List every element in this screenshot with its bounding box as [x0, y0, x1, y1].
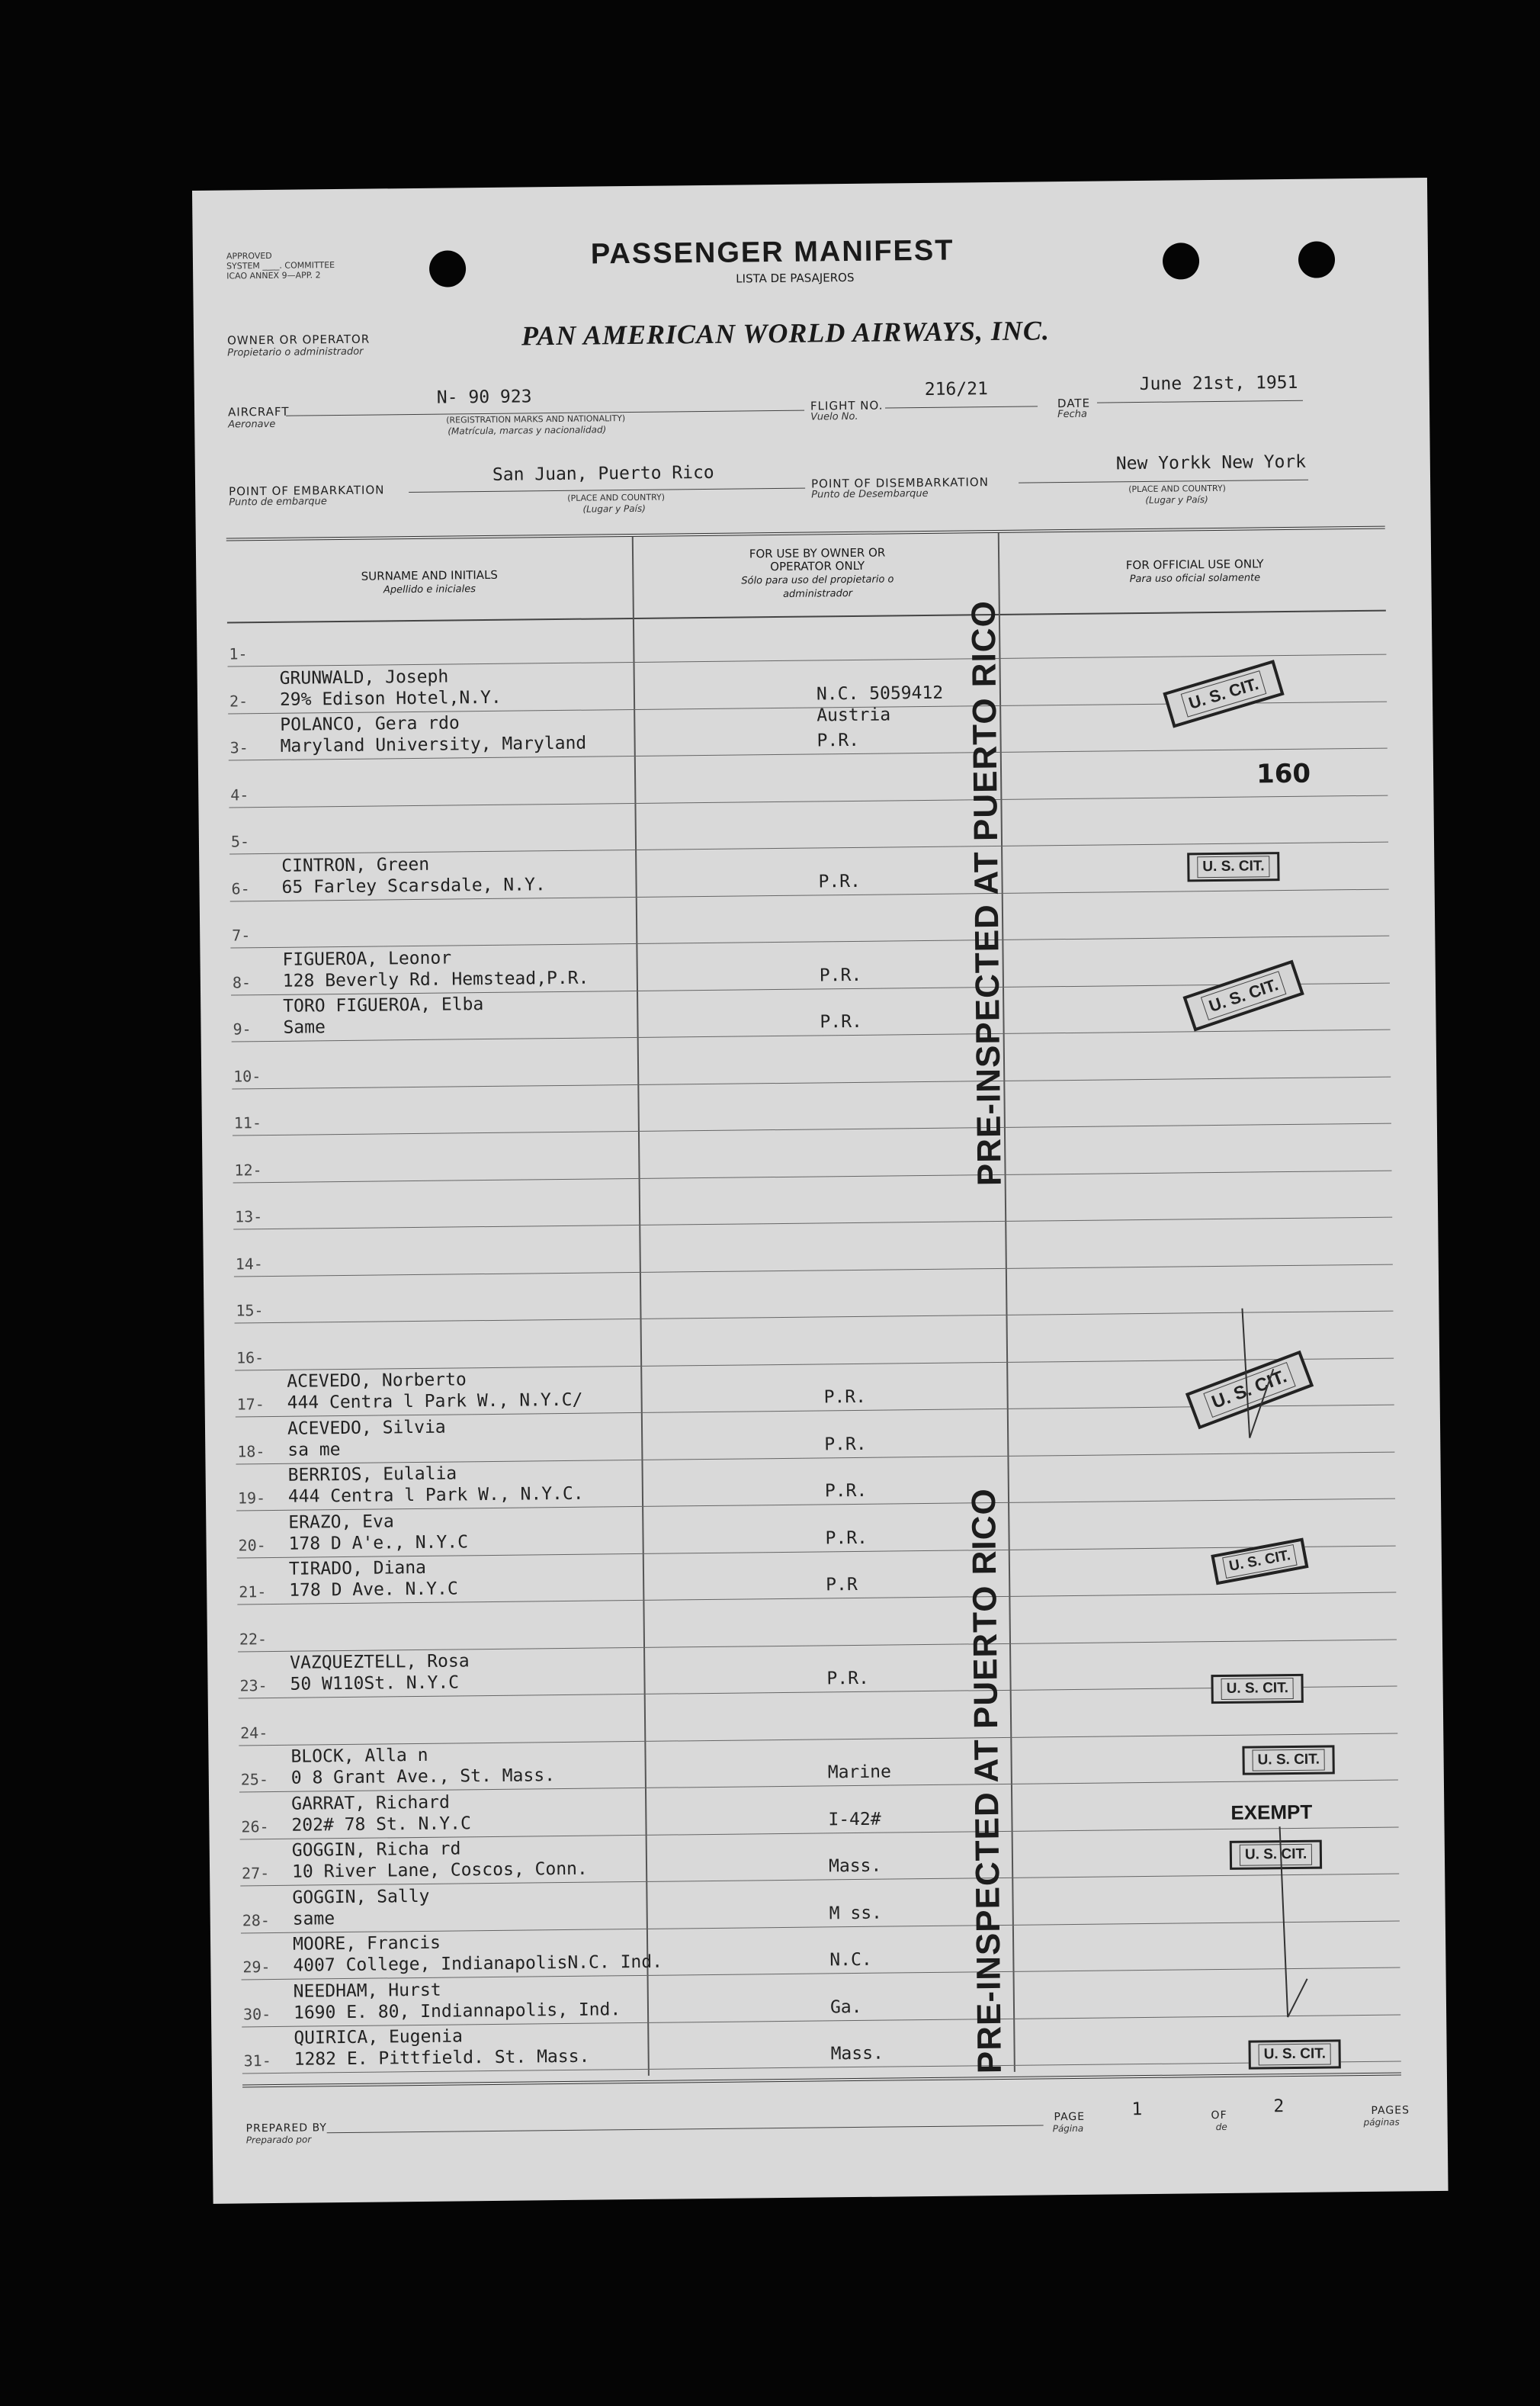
passenger-origin: Marine — [827, 1762, 891, 1783]
passenger-address: Same — [283, 1017, 326, 1038]
passenger-origin: M ss. — [829, 1903, 883, 1923]
passenger-address: 444 Centra l Park W., N.Y.C/ — [287, 1389, 583, 1413]
row-number: 13- — [234, 1207, 263, 1226]
passenger-address: 178 D A'e., N.Y.C — [288, 1531, 469, 1554]
aircraft-value: N- 90 923 — [436, 387, 532, 408]
passenger-name: BLOCK, Alla n — [290, 1745, 428, 1767]
passenger-origin: P.R. — [826, 1668, 870, 1689]
date-value: June 21st, 1951 — [1139, 372, 1298, 394]
us-cit-stamp: U. S. CIT. — [1182, 960, 1304, 1032]
passenger-name: QUIRICA, Eugenia — [294, 2026, 464, 2048]
row-number: 26- — [241, 1817, 269, 1836]
passenger-origin: Mass. — [828, 1855, 882, 1877]
row-number: 8- — [232, 972, 252, 992]
row-number: 12- — [234, 1160, 262, 1179]
page-label: PAGE — [1054, 2110, 1086, 2124]
passenger-address: same — [292, 1908, 335, 1929]
passenger-origin: Mass. — [830, 2043, 884, 2064]
row-number: 9- — [233, 1020, 252, 1039]
embark-place-caption: (PLACE AND COUNTRY) — [567, 492, 666, 503]
passenger-address: 65 Farley Scarsdale, N.Y. — [281, 874, 546, 898]
passenger-name: TIRADO, Diana — [288, 1557, 427, 1579]
row-number: 16- — [236, 1348, 265, 1367]
pages-label-es: páginas — [1363, 2116, 1400, 2128]
passenger-address: 202# 78 St. N.Y.C — [291, 1813, 471, 1836]
passenger-name: NEEDHAM, Hurst — [293, 1980, 441, 2002]
row-number: 7- — [232, 926, 251, 945]
passenger-origin: Ga. — [829, 1996, 862, 2017]
preinspected-stamp: PRE-INSPECTED AT PUERTO RICO — [964, 599, 1009, 1187]
row-number: 19- — [237, 1489, 266, 1508]
row-number: 6- — [231, 879, 250, 898]
row-number: 17- — [236, 1395, 265, 1414]
passenger-address: 128 Beverly Rd. Hemstead,P.R. — [282, 968, 589, 991]
passenger-name: GOGGIN, Richa rd — [291, 1839, 461, 1861]
row-number: 22- — [239, 1629, 268, 1648]
owner-column-header: FOR USE BY OWNER OR OPERATOR ONLY Sólo para uso del propietario o administrador — [741, 545, 894, 600]
us-cit-stamp: U. S. CIT. — [1163, 660, 1284, 728]
us-cit-stamp: U. S. CIT. — [1242, 1745, 1335, 1775]
passenger-address: 1282 E. Pittfield. St. Mass. — [294, 2046, 590, 2070]
row-rule — [230, 936, 1389, 949]
passenger-origin: N.C. 5059412 — [816, 683, 944, 704]
disembark-place-caption: (PLACE AND COUNTRY) — [1128, 483, 1227, 495]
disembark-label-es: Punto de Desembarque — [811, 487, 929, 501]
passenger-name: POLANCO, Gera rdo — [280, 713, 460, 735]
row-number: 21- — [239, 1582, 267, 1601]
flight-value: 216/21 — [924, 379, 989, 400]
row-number: 15- — [236, 1301, 264, 1320]
us-cit-stamp: U. S. CIT. — [1211, 1537, 1309, 1585]
owner-label: OWNER OR OPERATOR — [226, 332, 371, 348]
approval-note: APPROVED SYSTEM ____. COMMITTEE ICAO ANNEX 9—APP. 2 — [226, 250, 335, 281]
us-cit-stamp: U. S. CIT. — [1185, 1351, 1314, 1429]
passenger-origin: P.R. — [824, 1434, 867, 1454]
passenger-name: TORO FIGUEROA, Elba — [283, 994, 484, 1017]
passenger-name: VAZQUEZTELL, Rosa — [290, 1651, 470, 1673]
passenger-name: ACEVEDO, Norberto — [287, 1370, 467, 1392]
registration-caption: (REGISTRATION MARKS AND NATIONALITY) — [446, 413, 626, 426]
row-number: 1- — [229, 644, 248, 663]
us-cit-stamp: U. S. CIT. — [1211, 1674, 1304, 1704]
flight-label: FLIGHT NO. — [810, 398, 884, 413]
passenger-name: CINTRON, Green — [281, 854, 430, 876]
embark-label-es: Punto de embarque — [229, 496, 327, 509]
row-number: 2- — [229, 691, 249, 711]
passenger-name: MOORE, Francis — [292, 1932, 441, 1955]
passenger-address: 178 D Ave. N.Y.C — [289, 1579, 458, 1601]
passenger-address: 0 8 Grant Ave., St. Mass. — [290, 1765, 556, 1788]
prepared-label-es: Preparado por — [245, 2134, 312, 2146]
page-title: PASSENGER MANIFEST — [590, 234, 954, 271]
punch-hole — [1298, 241, 1336, 278]
passenger-name: GOGGIN, Sally — [292, 1886, 430, 1908]
us-cit-stamp: U. S. CIT. — [1230, 1840, 1323, 1870]
row-rule — [234, 1264, 1393, 1277]
date-label: DATE — [1057, 396, 1091, 411]
embark-value: San Juan, Puerto Rico — [492, 462, 714, 485]
punch-hole — [1163, 243, 1200, 280]
disembark-place-caption-es: (Lugar y País) — [1145, 494, 1208, 506]
page-label-es: Página — [1052, 2122, 1084, 2135]
passenger-name: FIGUEROA, Leonor — [282, 947, 452, 970]
row-rule — [233, 1170, 1392, 1183]
aircraft-label: AIRCRAFT — [227, 404, 290, 419]
exempt-stamp: EXEMPT — [1230, 1800, 1313, 1824]
passenger-origin: I-42# — [828, 1809, 881, 1829]
row-number: 5- — [230, 832, 250, 851]
page-value: 1 — [1131, 2099, 1143, 2120]
prepared-label: PREPARED BY — [245, 2122, 328, 2135]
passenger-address: 50 W110St. N.Y.C — [290, 1672, 460, 1694]
owner-label-es: Propietario o administrador — [227, 345, 364, 359]
row-number: 11- — [233, 1113, 262, 1132]
passenger-name: ERAZO, Eva — [288, 1511, 394, 1533]
passenger-address: 29% Edison Hotel,N.Y. — [279, 687, 502, 710]
of-value: 2 — [1273, 2096, 1285, 2117]
row-number: 28- — [242, 1910, 271, 1929]
passenger-origin: P.R. — [819, 965, 862, 985]
passenger-address: sa me — [287, 1439, 341, 1460]
of-label-es: de — [1215, 2121, 1227, 2133]
passenger-name: GARRAT, Richard — [291, 1792, 451, 1814]
row-rule — [233, 1123, 1391, 1136]
row-number: 24- — [240, 1723, 268, 1742]
passenger-name: ACEVEDO, Silvia — [287, 1417, 446, 1439]
embark-place-caption-es: (Lugar y País) — [582, 503, 646, 515]
row-rule — [228, 654, 1387, 667]
passenger-origin: P.R. — [817, 730, 860, 751]
row-number: 29- — [242, 1958, 271, 1977]
passenger-origin: P.R. — [823, 1386, 867, 1408]
aircraft-label-es: Aeronave — [228, 418, 276, 431]
column-divider — [632, 537, 650, 2076]
date-label-es: Fecha — [1057, 408, 1088, 421]
of-label: OF — [1211, 2109, 1227, 2122]
registration-caption-es: (Matrícula, marcas y nacionalidad) — [448, 424, 607, 437]
passenger-address: 4007 College, IndianapolisN.C. Ind. — [293, 1951, 663, 1976]
row-number: 30- — [242, 2004, 271, 2023]
passenger-origin: P.R. — [818, 871, 861, 891]
flight-label-es: Vuelo No. — [810, 410, 858, 423]
row-number: 20- — [238, 1535, 266, 1554]
row-number: 3- — [229, 738, 249, 757]
passenger-name: BERRIOS, Eulalia — [287, 1463, 457, 1486]
passenger-address: Maryland University, Maryland — [280, 733, 587, 756]
passenger-origin: P.R — [826, 1574, 858, 1595]
passenger-address: 1690 E. 80, Indiannapolis, Ind. — [293, 1999, 621, 2023]
row-number: 25- — [240, 1770, 269, 1789]
row-number: 27- — [241, 1864, 270, 1883]
row-number: 10- — [233, 1066, 261, 1085]
passenger-name: GRUNWALD, Joseph — [279, 667, 449, 689]
row-rule — [233, 1217, 1392, 1230]
page-subtitle: LISTA DE PASAJEROS — [736, 270, 855, 286]
official-column-header: FOR OFFICIAL USE ONLY Para uso oficial solamente — [1125, 557, 1264, 586]
owner-value: PAN AMERICAN WORLD AIRWAYS, INC. — [521, 315, 1051, 352]
name-column-header: SURNAME AND INITIALS Apellido e iniciales — [361, 567, 498, 596]
manifest-sheet — [192, 178, 1449, 2204]
passenger-address: 444 Centra l Park W., N.Y.C. — [287, 1483, 584, 1507]
passenger-origin: P.R. — [820, 1011, 862, 1033]
us-cit-stamp: U. S. CIT. — [1248, 2039, 1341, 2069]
pages-label: PAGES — [1371, 2104, 1410, 2117]
passenger-origin: P.R. — [825, 1527, 868, 1548]
row-number: 14- — [235, 1254, 263, 1273]
passenger-address: 10 River Lane, Coscos, Conn. — [291, 1858, 588, 1882]
row-rule — [229, 795, 1388, 808]
row-number: 4- — [230, 785, 249, 805]
preinspected-stamp: PRE-INSPECTED AT PUERTO RICO — [964, 1488, 1009, 2074]
disembark-value: New Yorkk New York — [1115, 451, 1307, 474]
row-rule — [232, 1030, 1391, 1042]
row-number: 31- — [243, 2051, 271, 2070]
row-number: 23- — [239, 1676, 268, 1695]
punch-hole — [429, 250, 467, 287]
passenger-origin: P.R. — [824, 1480, 868, 1502]
us-cit-stamp: U. S. CIT. — [1187, 852, 1280, 882]
embark-label: POINT OF EMBARKATION — [229, 483, 385, 499]
ditto-arrow-lines — [1195, 1293, 1313, 2094]
passenger-nationality: Austria — [817, 704, 891, 725]
handwritten-number: 160 — [1256, 758, 1311, 790]
row-rule — [232, 1076, 1391, 1089]
disembark-label: POINT OF DISEMBARKATION — [810, 475, 989, 491]
row-number: 18- — [237, 1441, 265, 1460]
passenger-origin: N.C. — [829, 1949, 872, 1971]
